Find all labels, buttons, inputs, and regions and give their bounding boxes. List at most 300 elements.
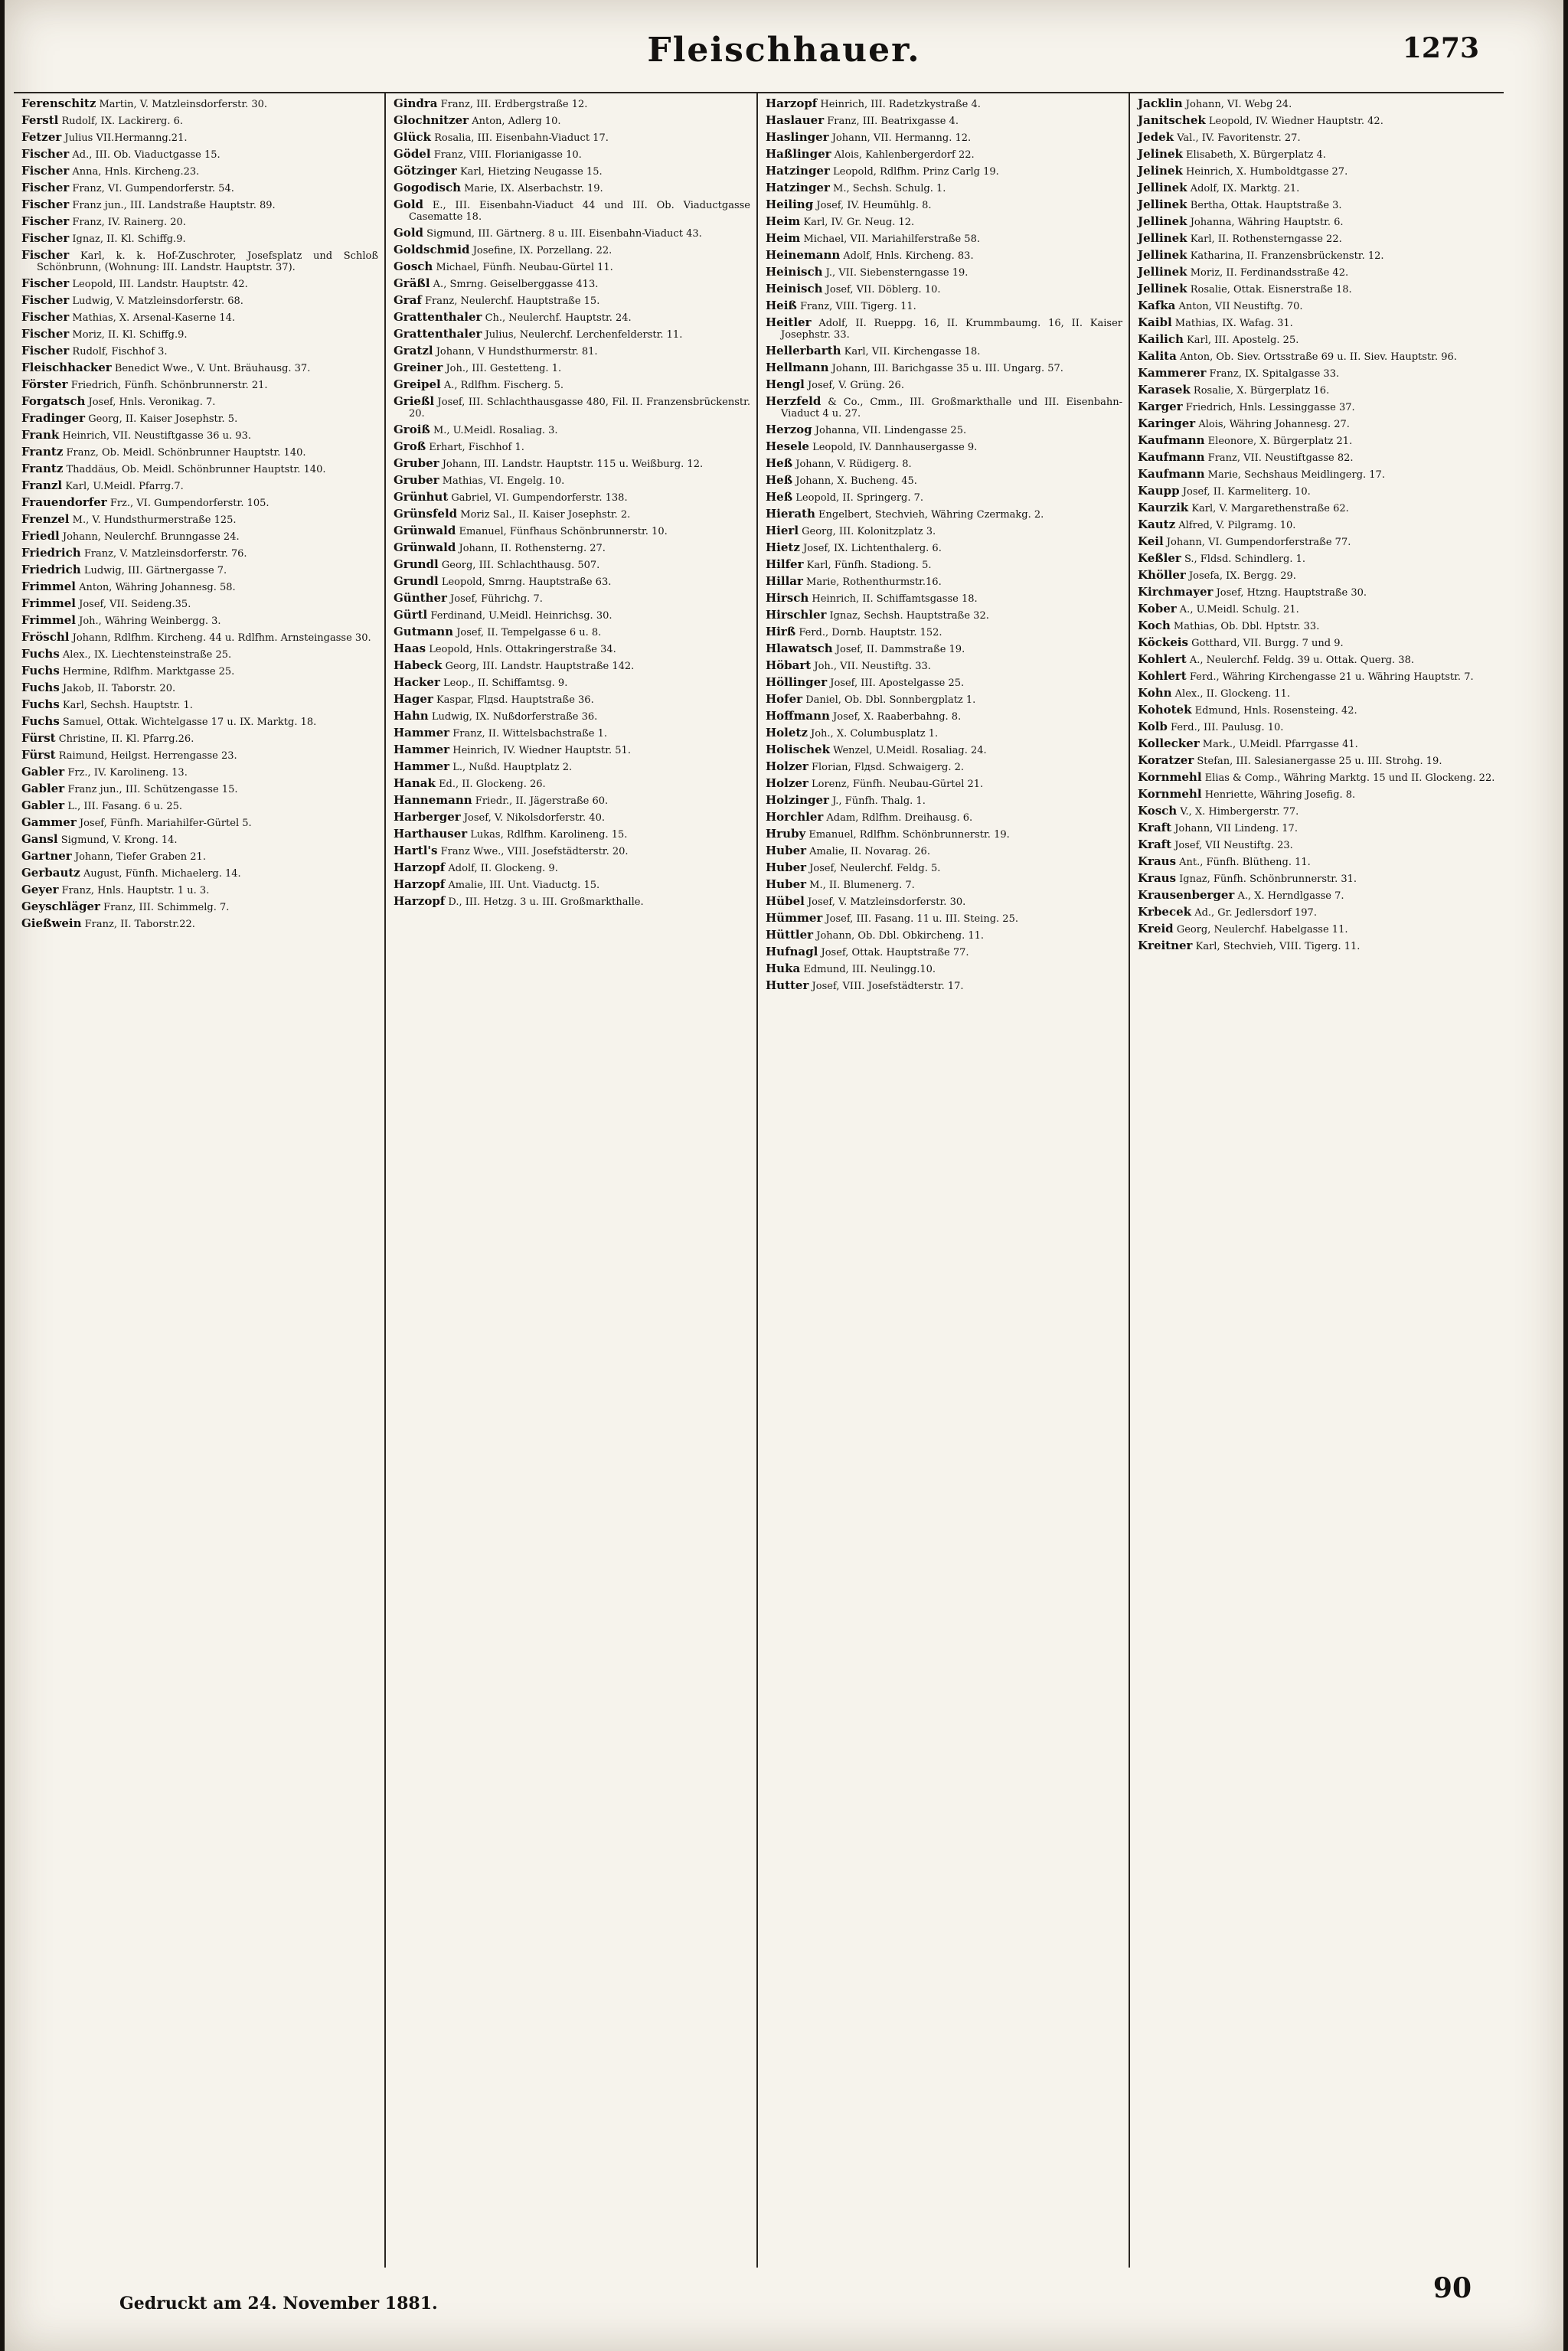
- entry-surname: Geyer: [21, 883, 59, 896]
- entry-details: Eleonore, X. Bürgerplatz 21.: [1207, 436, 1353, 447]
- entry-surname: Heß: [766, 456, 793, 470]
- entry-surname: Heim: [766, 214, 801, 228]
- entry-details: Florian, Flдsd. Schwaigerg. 2.: [811, 762, 965, 773]
- entry-details: Marie, IX. Alserbachstr. 19.: [464, 183, 603, 194]
- entry-details: S., Fldsd. Schindlerg. 1.: [1184, 553, 1306, 565]
- entry-details: Karl, U.Meidl. Pfarrg.7.: [65, 481, 184, 492]
- sheet-number: 90: [1432, 2272, 1472, 2304]
- entry-surname: Gabler: [21, 782, 65, 795]
- directory-entry: [766, 491, 1122, 504]
- directory-entry: [21, 250, 378, 273]
- directory-entry: [394, 828, 750, 841]
- directory-entry: [21, 328, 378, 341]
- directory-entry: [21, 379, 378, 391]
- directory-entry: [21, 564, 378, 576]
- entry-surname: Hesele: [766, 439, 809, 453]
- entry-details: Julius, Neulerchf. Lerchenfelderstr. 11.: [485, 329, 683, 341]
- directory-entry: [21, 531, 378, 543]
- entry-surname: Harzopf: [766, 96, 818, 110]
- directory-entry: [766, 98, 1122, 110]
- directory-entry: [21, 901, 378, 913]
- directory-entry: [21, 851, 378, 863]
- directory-entry: [21, 98, 378, 110]
- directory-entry: [21, 749, 378, 762]
- entry-details: Josef, Ottak. Hauptstraße 77.: [821, 947, 969, 958]
- directory-entry: [21, 834, 378, 846]
- entry-surname: Heiß: [766, 299, 797, 312]
- entry-details: Franz, VIII. Florianigasse 10.: [433, 149, 582, 161]
- directory-entry: [21, 233, 378, 245]
- directory-entry: [394, 643, 750, 655]
- directory-entry: [766, 811, 1122, 824]
- entry-surname: Hübel: [766, 894, 805, 908]
- entry-details: Josef, V. Grüng. 26.: [807, 380, 904, 391]
- directory-entry: [21, 295, 378, 307]
- entry-details: Johann, VI. Gumpendorferstraße 77.: [1166, 537, 1351, 548]
- entry-surname: Harberger: [394, 810, 461, 824]
- directory-entry: [394, 626, 750, 638]
- directory-entry: [21, 312, 378, 324]
- directory-entry: [766, 458, 1122, 470]
- entry-details: M., U.Meidl. Rosaliag. 3.: [433, 425, 558, 436]
- directory-entry: [394, 379, 750, 391]
- directory-entry: [394, 778, 750, 790]
- directory-entry: [766, 362, 1122, 374]
- entry-details: Franz, IV. Rainerg. 20.: [72, 217, 186, 228]
- entry-surname: Kaufmann: [1138, 467, 1205, 481]
- entry-details: Franz, Hnls. Hauptstr. 1 u. 3.: [61, 885, 210, 896]
- entry-surname: Greiner: [394, 361, 443, 374]
- directory-entry: [1138, 687, 1496, 700]
- directory-entry: [394, 244, 750, 256]
- directory-entry: [1138, 906, 1496, 919]
- directory-entry: [21, 514, 378, 526]
- directory-entry: [21, 413, 378, 425]
- directory-entry: [766, 165, 1122, 178]
- entry-details: Karl, Fünfh. Stadiong. 5.: [806, 560, 932, 571]
- entry-details: Johann, X. Bucheng. 45.: [795, 475, 917, 487]
- entry-surname: Frauendorfer: [21, 495, 107, 509]
- entry-details: Ludwig, IX. Nußdorferstraße 36.: [431, 711, 598, 723]
- entry-details: Karl, III. Apostelg. 25.: [1187, 335, 1299, 346]
- directory-entry: [21, 716, 378, 728]
- entry-details: Mathias, VI. Engelg. 10.: [442, 475, 565, 487]
- directory-entry: [766, 199, 1122, 211]
- directory-entry: [1138, 250, 1496, 262]
- entry-surname: Heinisch: [766, 282, 823, 296]
- entry-details: Josef, III. Fasang. 11 u. III. Steing. 25.: [825, 913, 1018, 925]
- entry-details: Johann, Rdlfhm. Kircheng. 44 u. Rdlfhm. Arnsteingasse 30.: [72, 632, 371, 644]
- directory-entry: [21, 362, 378, 374]
- directory-entry: [21, 766, 378, 779]
- entry-surname: Gold: [394, 198, 424, 211]
- entry-details: Adolf, II. Glockeng. 9.: [448, 863, 558, 874]
- entry-surname: Götzinger: [394, 164, 457, 178]
- entry-details: Rudolf, Fischhof 3.: [72, 346, 168, 358]
- entry-surname: Kober: [1138, 602, 1177, 616]
- entry-surname: Herzog: [766, 423, 812, 436]
- entry-surname: Harthauser: [394, 827, 468, 841]
- directory-entry: [1138, 485, 1496, 498]
- entry-surname: Frank: [21, 428, 60, 442]
- directory-entry: [394, 727, 750, 740]
- entry-details: Emanuel, Rdlfhm. Schönbrunnerstr. 19.: [808, 829, 1010, 841]
- entry-details: Franz, II. Taborstr.22.: [84, 919, 195, 930]
- directory-entry: [1138, 839, 1496, 851]
- entry-surname: Grundl: [394, 574, 439, 588]
- directory-entry: [1138, 570, 1496, 582]
- directory-entry: [394, 362, 750, 374]
- entry-details: Josef, Neulerchf. Feldg. 5.: [809, 863, 941, 874]
- entry-surname: Hillar: [766, 574, 803, 588]
- entry-details: Joh., III. Gestetteng. 1.: [446, 363, 562, 374]
- entry-details: Franz Wwe., VIII. Josefstädterstr. 20.: [440, 846, 629, 857]
- directory-entry: [766, 778, 1122, 790]
- entry-details: Johanna, VII. Lindengasse 25.: [815, 425, 967, 436]
- entry-surname: Hietz: [766, 540, 800, 554]
- page-title: Fleischhauer.: [647, 31, 921, 70]
- entry-surname: Keßler: [1138, 551, 1181, 565]
- entry-details: Mathias, Ob. Dbl. Hptstr. 33.: [1173, 621, 1320, 632]
- directory-entry: [394, 115, 750, 127]
- directory-entry: [766, 845, 1122, 857]
- directory-entry: [21, 345, 378, 358]
- entry-surname: Grünwald: [394, 540, 456, 554]
- directory-entry: [1138, 435, 1496, 447]
- entry-details: Ferd., III. Paulusg. 10.: [1171, 722, 1284, 733]
- entry-surname: Hammer: [394, 743, 450, 756]
- entry-surname: Habeck: [394, 658, 443, 672]
- entry-details: D., III. Hetzg. 3 u. III. Großmarkthalle.: [448, 896, 644, 908]
- entry-surname: Gerbautz: [21, 866, 80, 880]
- directory-entry: [766, 266, 1122, 279]
- entry-details: Joh., X. Columbusplatz 1.: [811, 728, 939, 740]
- directory-entry: [766, 929, 1122, 942]
- entry-details: Johann, V. Rüdigerg. 8.: [795, 459, 912, 470]
- entry-details: Lorenz, Fünfh. Neubau-Gürtel 21.: [811, 779, 984, 790]
- directory-entry: [1138, 620, 1496, 632]
- directory-entry: [21, 665, 378, 678]
- entry-surname: Fischer: [21, 344, 70, 358]
- entry-surname: Fischer: [21, 293, 70, 307]
- entry-surname: Gürtl: [394, 608, 428, 622]
- directory-entry: [21, 867, 378, 880]
- entry-details: Anton, VII Neustiftg. 70.: [1178, 301, 1303, 312]
- entry-surname: Hutter: [766, 978, 809, 992]
- entry-surname: Holzinger: [766, 793, 829, 807]
- directory-entry: [394, 660, 750, 672]
- directory-entry: [394, 609, 750, 622]
- directory-entry: [766, 441, 1122, 453]
- directory-entry: [766, 424, 1122, 436]
- entry-details: Ludwig, III. Gärtnergasse 7.: [83, 565, 227, 576]
- directory-entry: [1138, 384, 1496, 397]
- entry-surname: Fürst: [21, 748, 56, 762]
- entry-details: A., Smrng. Geiselberggasse 413.: [433, 279, 599, 290]
- entry-surname: Gosch: [394, 260, 433, 273]
- directory-entry: [394, 879, 750, 891]
- entry-surname: Heiling: [766, 198, 814, 211]
- entry-surname: Jellinek: [1138, 248, 1187, 262]
- entry-details: Mathias, IX. Wafag. 31.: [1174, 318, 1293, 329]
- entry-surname: Frimmel: [21, 580, 76, 593]
- entry-surname: Gabler: [21, 798, 65, 812]
- entry-surname: Hellmann: [766, 361, 829, 374]
- entry-surname: Hüttler: [766, 928, 814, 942]
- directory-entry: [394, 542, 750, 554]
- directory-entry: [766, 182, 1122, 194]
- entry-surname: Grundl: [394, 557, 439, 571]
- directory-entry: [766, 379, 1122, 391]
- entry-details: & Co., Cmm., III. Großmarkthalle und III. Eisenbahn-Viaduct 4 u. 27.: [781, 397, 1123, 420]
- entry-details: Karl, V. Margarethenstraße 62.: [1191, 503, 1349, 514]
- page-footer: [5, 2272, 1563, 2326]
- entry-details: Leop., II. Schiffamtsg. 9.: [443, 678, 568, 689]
- directory-entry: [1138, 98, 1496, 110]
- directory-entry: [766, 216, 1122, 228]
- directory-entry: [1138, 536, 1496, 548]
- directory-entry: [1138, 654, 1496, 666]
- directory-entry: [394, 710, 750, 723]
- entry-surname: Geyschläger: [21, 900, 100, 913]
- entry-details: Georg, II. Kaiser Josephstr. 5.: [88, 413, 238, 425]
- entry-details: Leopold, IV. Wiedner Hauptstr. 42.: [1208, 116, 1383, 127]
- entry-surname: Fleischhacker: [21, 361, 112, 374]
- directory-entry: [394, 795, 750, 807]
- directory-entry: [394, 896, 750, 908]
- entry-details: Raimund, Heilgst. Herrengasse 23.: [58, 750, 237, 762]
- directory-entry: [394, 165, 750, 178]
- entry-details: Josef, III. Apostelgasse 25.: [830, 678, 965, 689]
- entry-details: Ignaz, Sechsh. Hauptstraße 32.: [829, 610, 989, 622]
- directory-entry: [1138, 772, 1496, 784]
- directory-entry: [766, 677, 1122, 689]
- entry-surname: Jedek: [1138, 130, 1174, 144]
- entry-details: A., Rdlfhm. Fischerg. 5.: [443, 380, 564, 391]
- entry-surname: Hoffmann: [766, 709, 830, 723]
- entry-details: Franz, VII. Neustiftgasse 82.: [1207, 452, 1354, 464]
- directory-entry: [1138, 165, 1496, 178]
- directory-entry: [394, 424, 750, 436]
- directory-entry: [766, 283, 1122, 296]
- entry-details: Alex., IX. Liechtensteinstraße 25.: [62, 649, 232, 661]
- entry-columns: [14, 92, 1504, 2268]
- directory-entry: [766, 980, 1122, 992]
- entry-surname: Hilfer: [766, 557, 804, 571]
- entry-surname: Glochnitzer: [394, 113, 469, 127]
- entry-details: Rosalia, III. Eisenbahn-Viaduct 17.: [434, 132, 609, 144]
- entry-surname: Huka: [766, 962, 801, 975]
- entry-surname: Koratzer: [1138, 753, 1194, 767]
- directory-entry: [766, 913, 1122, 925]
- directory-entry: [766, 626, 1122, 638]
- entry-details: Val., IV. Favoritenstr. 27.: [1177, 132, 1301, 144]
- entry-surname: Huber: [766, 877, 807, 891]
- entry-surname: Krausenberger: [1138, 888, 1235, 902]
- entry-details: Josef, V. Matzleinsdorferstr. 30.: [807, 896, 966, 908]
- entry-surname: Heitler: [766, 315, 812, 329]
- entry-surname: Holischek: [766, 743, 830, 756]
- entry-details: Franz jun., III. Schützengasse 15.: [67, 784, 238, 795]
- entry-surname: Harzopf: [394, 894, 446, 908]
- entry-surname: Kreid: [1138, 922, 1174, 936]
- directory-entry: [1138, 502, 1496, 514]
- directory-entry: [766, 149, 1122, 161]
- directory-entry: [394, 328, 750, 341]
- entry-surname: Grünsfeld: [394, 507, 458, 521]
- entry-details: Stefan, III. Salesianergasse 25 u. III. Strohg. 19.: [1197, 756, 1442, 767]
- entry-details: Karl, II. Rothensterngasse 22.: [1190, 233, 1342, 245]
- directory-entry: [394, 761, 750, 773]
- entry-details: Moriz, II. Kl. Schiffg.9.: [72, 329, 188, 341]
- entry-details: Franz, VIII. Tigerg. 11.: [799, 301, 916, 312]
- entry-details: Elisabeth, X. Bürgerplatz 4.: [1186, 149, 1326, 161]
- directory-entry: [1138, 890, 1496, 902]
- entry-surname: Haßlinger: [766, 147, 831, 161]
- entry-details: Alois, Kahlenbergerdorf 22.: [834, 149, 975, 161]
- entry-surname: Kaufmann: [1138, 433, 1205, 447]
- entry-details: Leopold, Hnls. Ottakringerstraße 34.: [429, 644, 616, 655]
- entry-details: Johann, Tiefer Graben 21.: [74, 851, 206, 863]
- entry-details: Jakob, II. Taborstr. 20.: [62, 683, 176, 694]
- entry-details: Katharina, II. Franzensbrückenstr. 12.: [1190, 250, 1384, 262]
- directory-entry: [1138, 351, 1496, 363]
- entry-surname: Fuchs: [21, 664, 60, 678]
- entry-surname: Hahn: [394, 709, 429, 723]
- entry-details: M., V. Hundsthurmerstraße 125.: [72, 514, 237, 526]
- entry-surname: Fischer: [21, 310, 70, 324]
- entry-details: Johann, Ob. Dbl. Obkircheng. 11.: [816, 930, 985, 942]
- directory-entry: [766, 761, 1122, 773]
- entry-surname: Holzer: [766, 776, 808, 790]
- entry-details: Engelbert, Stechvieh, Währing Czermakg. 2.: [818, 509, 1044, 521]
- entry-surname: Kornmehl: [1138, 770, 1202, 784]
- entry-details: Josef, VII. Seideng.35.: [79, 599, 191, 610]
- entry-details: Ignaz, Fünfh. Schönbrunnerstr. 31.: [1179, 873, 1357, 885]
- directory-entry: [766, 542, 1122, 554]
- entry-surname: Heinisch: [766, 265, 823, 279]
- entry-surname: Hruby: [766, 827, 806, 841]
- entry-surname: Hartl's: [394, 844, 438, 857]
- directory-entry: [1138, 805, 1496, 818]
- entry-details: Friedr., II. Jägerstraße 60.: [475, 795, 609, 807]
- entry-surname: Frantz: [21, 462, 64, 475]
- entry-surname: Gruber: [394, 473, 439, 487]
- entry-surname: Haas: [394, 642, 426, 655]
- entry-surname: Gratzl: [394, 344, 433, 358]
- entry-surname: Gogodisch: [394, 181, 461, 194]
- entry-details: Karl, IV. Gr. Neug. 12.: [803, 217, 915, 228]
- directory-entry: [21, 581, 378, 593]
- entry-details: Ignaz, II. Kl. Schiffg.9.: [72, 233, 186, 245]
- entry-surname: Heinemann: [766, 248, 841, 262]
- entry-details: A., Neulerchf. Feldg. 39 u. Ottak. Querg. 38.: [1189, 655, 1414, 666]
- entry-details: Rudolf, IX. Lackirerg. 6.: [61, 116, 184, 127]
- entry-surname: Groß: [394, 439, 426, 453]
- directory-entry: [21, 699, 378, 711]
- entry-details: Johann, II. Rothensterng. 27.: [459, 543, 606, 554]
- entry-details: Josef, IV. Heumühlg. 8.: [816, 200, 932, 211]
- entry-surname: Hengl: [766, 377, 805, 391]
- entry-surname: Kalita: [1138, 349, 1177, 363]
- entry-surname: Hammer: [394, 759, 450, 773]
- entry-surname: Frenzel: [21, 512, 70, 526]
- entry-surname: Kraft: [1138, 821, 1172, 834]
- directory-entry: [766, 862, 1122, 874]
- entry-surname: Greipel: [394, 377, 441, 391]
- directory-entry: [1138, 367, 1496, 380]
- directory-entry: [766, 559, 1122, 571]
- directory-entry: [21, 817, 378, 829]
- entry-surname: Jellinek: [1138, 265, 1187, 279]
- directory-entry: [394, 295, 750, 307]
- directory-entry: [21, 547, 378, 560]
- entry-details: Amalie, II. Novarag. 26.: [809, 846, 930, 857]
- entry-details: Michael, VII. Mariahilferstraße 58.: [803, 233, 980, 245]
- entry-surname: Hirsch: [766, 591, 809, 605]
- column-4: [1130, 93, 1502, 2268]
- directory-entry: [394, 182, 750, 194]
- entry-surname: Khöller: [1138, 568, 1186, 582]
- directory-entry: [21, 598, 378, 610]
- column-2: [386, 93, 758, 2268]
- entry-details: Sigmund, III. Gärtnerg. 8 u. III. Eisenbahn-Viaduct 43.: [426, 228, 702, 240]
- entry-details: Ferd., Währing Kirchengasse 21 u. Währing Hauptstr. 7.: [1189, 671, 1474, 683]
- entry-surname: Jelinek: [1138, 164, 1183, 178]
- entry-details: Henriette, Währing Josefig. 8.: [1204, 789, 1356, 801]
- directory-entry: [766, 345, 1122, 358]
- entry-surname: Förster: [21, 377, 68, 391]
- entry-details: Karl, Hietzing Neugasse 15.: [459, 166, 603, 178]
- entry-surname: Fischer: [21, 214, 70, 228]
- directory-entry: [766, 896, 1122, 908]
- entry-details: Rosalie, X. Bürgerplatz 16.: [1193, 385, 1330, 397]
- directory-entry: [766, 744, 1122, 756]
- directory-entry: [1138, 553, 1496, 565]
- directory-entry: [21, 182, 378, 194]
- directory-entry: [766, 396, 1122, 420]
- entry-details: Leopold, Smrng. Hauptstraße 63.: [441, 576, 612, 588]
- entry-details: Leopold, IV. Dannhausergasse 9.: [812, 442, 978, 453]
- entry-details: Christine, II. Kl. Pfarrg.26.: [58, 733, 194, 745]
- directory-entry: [394, 132, 750, 144]
- entry-details: Frz., VI. Gumpendorferstr. 105.: [109, 498, 270, 509]
- directory-entry: [1138, 182, 1496, 194]
- entry-details: Ludwig, V. Matzleinsdorferstr. 68.: [72, 296, 243, 307]
- entry-details: Georg, III. Landstr. Hauptstraße 142.: [445, 661, 635, 672]
- directory-entry: [21, 884, 378, 896]
- entry-surname: Hammer: [394, 726, 450, 740]
- entry-surname: Kohlert: [1138, 669, 1187, 683]
- entry-details: Hermine, Rdlfhm. Marktgasse 25.: [62, 666, 235, 678]
- entry-surname: Janitschek: [1138, 113, 1206, 127]
- entry-surname: Kollecker: [1138, 736, 1200, 750]
- entry-details: A., X. Herndlgasse 7.: [1237, 890, 1344, 902]
- directory-entry: [394, 98, 750, 110]
- entry-surname: Hlawatsch: [766, 642, 833, 655]
- entry-surname: Haslinger: [766, 130, 829, 144]
- directory-entry: [1138, 940, 1496, 952]
- entry-surname: Forgatsch: [21, 394, 86, 408]
- entry-details: Anton, Währing Johannesg. 58.: [79, 582, 236, 593]
- entry-surname: Gold: [394, 226, 424, 240]
- entry-surname: Haslauer: [766, 113, 825, 127]
- entry-details: Josef, II. Dammstraße 19.: [835, 644, 965, 655]
- entry-surname: Kolb: [1138, 720, 1168, 733]
- directory-entry: [766, 946, 1122, 958]
- entry-surname: Kohlert: [1138, 652, 1187, 666]
- directory-entry: [1138, 637, 1496, 649]
